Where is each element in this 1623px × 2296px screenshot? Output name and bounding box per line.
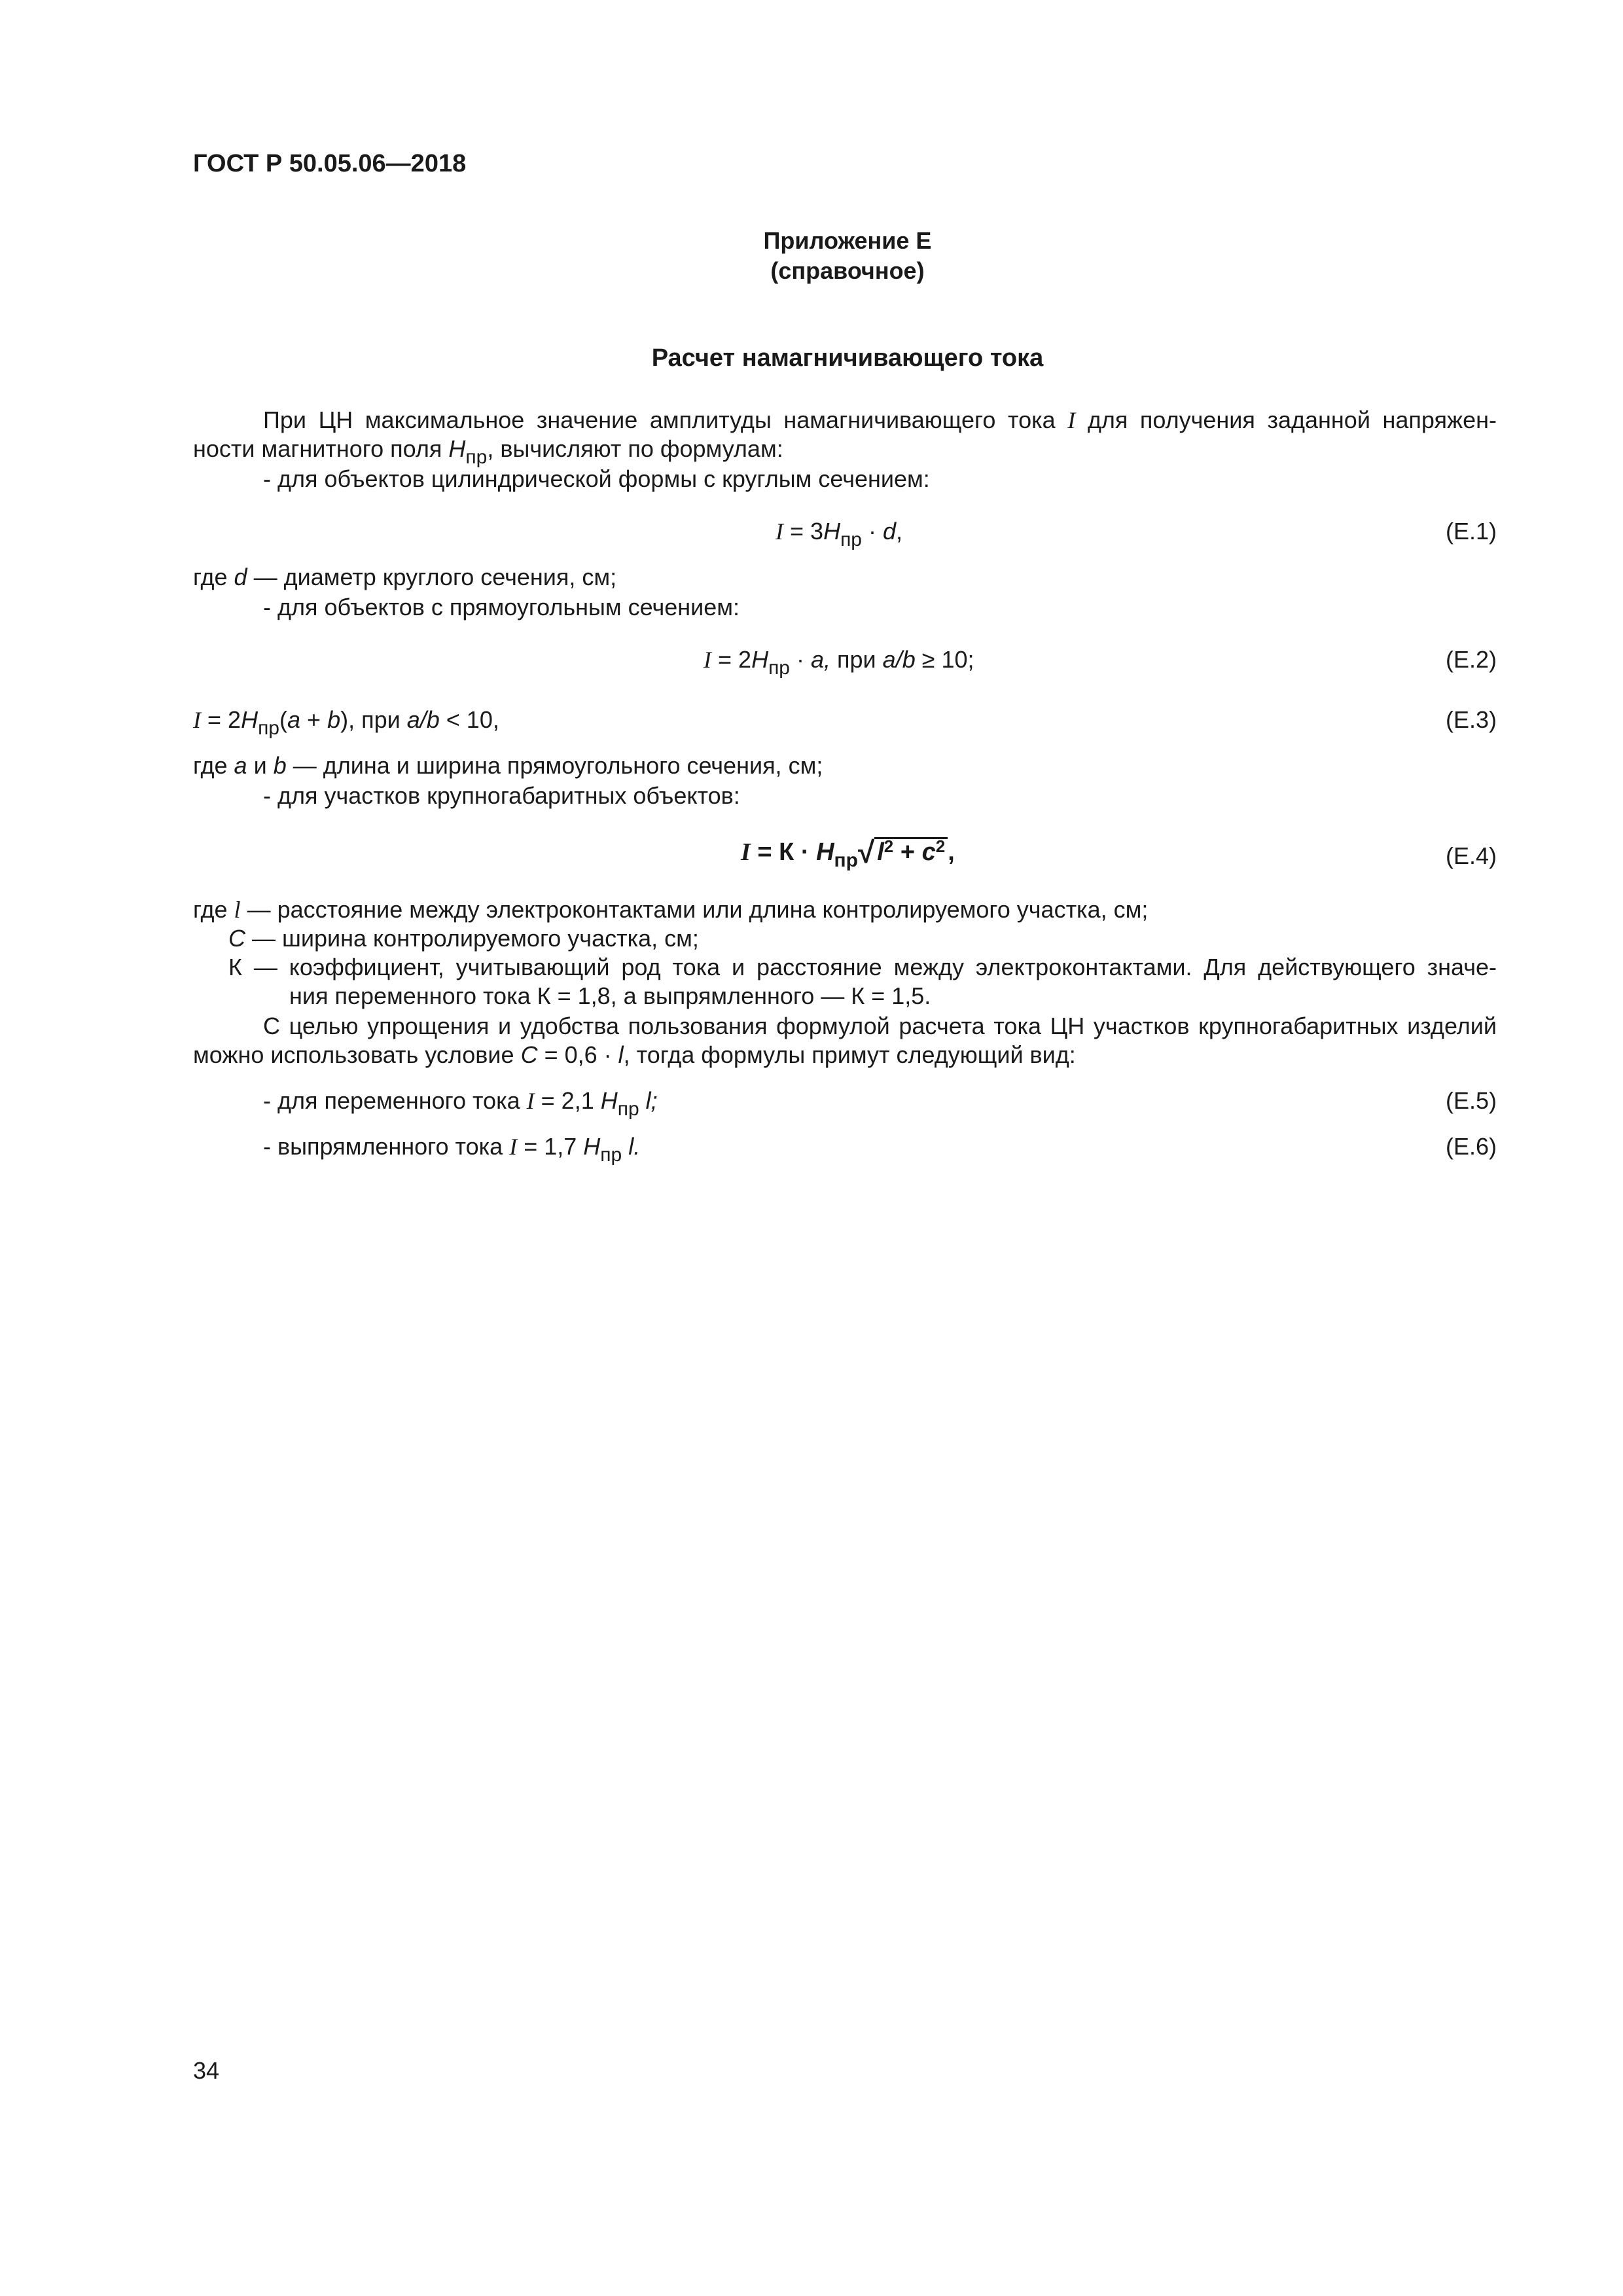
standard-code: ГОСТ Р 50.05.06—2018 [193, 150, 467, 177]
list-item-rectangular: - для объектов с прямоугольным сечением: [263, 594, 740, 620]
formula-e5: - для переменного тока I = 2,1 $H_{пр}$ l; [263, 1087, 658, 1120]
page-number: 34 [193, 2057, 220, 2084]
formula-e5-number: (Е.5) [1445, 1087, 1497, 1114]
formula-e1-number: (Е.1) [1445, 518, 1497, 545]
intro-line-1: При ЦН максимальное значение амплитуды намагничивающего тока I для получения заданной напряжен- [263, 406, 1497, 433]
appendix-kind: (справочное) [770, 257, 925, 284]
formula-e1: $I = 3H_{пр} \cdot d$, [776, 518, 903, 550]
radical-sign-icon: √ [857, 835, 875, 869]
square-root: √ $l^2 + c^2$ [858, 835, 948, 867]
definition-d: где d — диаметр круглого сечения, см; [193, 564, 617, 590]
list-item-cylindrical: - для объектов цилиндрической формы с круглым сечением: [263, 465, 930, 492]
list-item-large: - для участков крупногабаритных объектов: [263, 782, 740, 809]
formula-e4: $I = К \cdot H_{пр}√$ $l^2 + c^2$ , [741, 835, 955, 871]
definition-c: C — ширина контролируемого участка, см; [228, 925, 699, 952]
formula-e6: - выпрямленного тока I = 1,7 $H_{пр}$ l. [263, 1133, 641, 1166]
simplify-line-1: С целью упрощения и удобства пользования формулой расчета тока ЦН участков крупногабаритных изделий [263, 1013, 1497, 1039]
formula-e6-number: (Е.6) [1445, 1133, 1497, 1160]
formula-e3-number: (Е.3) [1445, 706, 1497, 733]
definition-k-continued: ния переменного тока К = 1,8, а выпрямленного — К = 1,5. [289, 982, 931, 1009]
formula-e4-number: (Е.4) [1445, 842, 1497, 869]
definition-ab: где a и b — длина и ширина прямоугольного сечения, см; [193, 752, 823, 779]
formula-e3: $I = 2H_{пр}(a + b)$, при a/b < 10, [193, 706, 499, 739]
intro-line-2: ности магнитного поля $H_{пр}$, вычисляют по формулам: [193, 435, 783, 468]
section-title: Расчет намагничивающего тока [651, 344, 1044, 372]
simplify-line-2: можно использовать условие C = 0,6 · l, тогда формулы примут следующий вид: [193, 1041, 1076, 1068]
definition-k: К — коэффициент, учитывающий род тока и расстояние между электроконтактами. Для действующего значе- [228, 954, 1497, 980]
appendix-title: Приложение Е [763, 227, 932, 254]
formula-e2-number: (Е.2) [1445, 646, 1497, 673]
formula-e2: $I = 2H_{пр} \cdot a$, при a/b ≥ 10; [704, 646, 974, 679]
definition-l: где l — расстояние между электроконтактами или длина контролируемого участка, см; [193, 896, 1149, 923]
